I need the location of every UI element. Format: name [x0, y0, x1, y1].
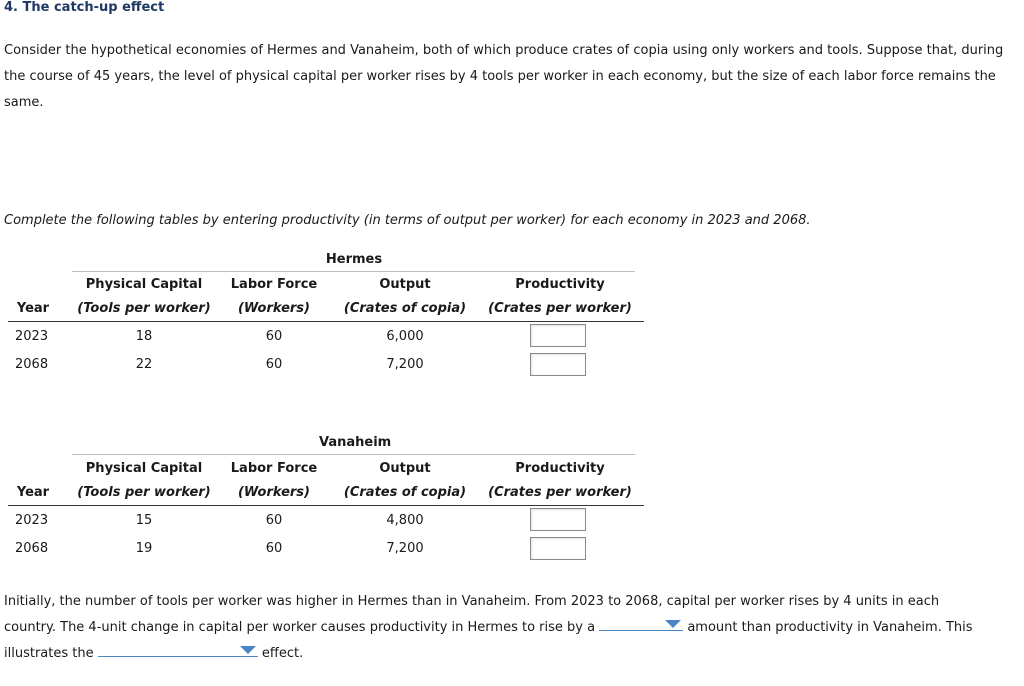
amount-dropdown-field[interactable] — [599, 616, 683, 631]
conclusion-text: country. The 4-unit change in capital per worker causes productivity in Hermes to rise by a — [4, 620, 596, 635]
row-capital: 19 — [135, 541, 153, 556]
col-sub-productivity: (Crates per worker) — [488, 485, 632, 500]
col-header-year: Year — [16, 301, 50, 316]
row-year: 2023 — [15, 329, 49, 344]
col-header-capital: Physical Capital — [85, 277, 203, 292]
row-labor: 60 — [265, 357, 283, 372]
question-title: 4. The catch-up effect — [4, 0, 165, 15]
col-header-productivity: Productivity — [515, 277, 605, 292]
table-caption: Vanaheim — [319, 435, 392, 450]
col-sub-output: (Crates of copia) — [343, 301, 467, 316]
col-header-labor: Labor Force — [230, 461, 318, 476]
hermes-2068-productivity-input[interactable] — [530, 353, 586, 376]
col-header-output: Output — [379, 461, 431, 476]
col-header-output: Output — [379, 277, 431, 292]
row-capital: 15 — [135, 513, 153, 528]
dropdown-arrow-icon[interactable] — [240, 646, 256, 654]
row-output: 7,200 — [386, 357, 424, 372]
row-labor: 60 — [265, 513, 283, 528]
effect-dropdown[interactable] — [98, 641, 258, 667]
instructions: Complete the following tables by entering productivity (in terms of output per worker) for each economy in 2023 and 2068. — [4, 213, 811, 228]
amount-dropdown[interactable] — [599, 615, 683, 641]
col-sub-productivity: (Crates per worker) — [488, 301, 632, 316]
col-sub-capital: (Tools per worker) — [77, 301, 211, 316]
vanaheim-table — [4, 433, 644, 563]
col-header-productivity: Productivity — [515, 461, 605, 476]
conclusion-text: effect. — [261, 646, 304, 661]
hermes-table — [4, 250, 644, 380]
row-labor: 60 — [265, 329, 283, 344]
col-sub-output: (Crates of copia) — [343, 485, 467, 500]
conclusion-line-3 — [4, 641, 1020, 667]
intro-paragraph: Consider the hypothetical economies of Hermes and Vanaheim, both of which produce crates of copia using only workers and tools. Suppose that, during the course of 45 years, the level of physical capital per worker rises by 4 tools per worker in each economy, but the size of each labor force remains the same. — [4, 43, 1004, 110]
col-sub-capital: (Tools per worker) — [77, 485, 211, 500]
dropdown-arrow-icon[interactable] — [665, 620, 681, 628]
conclusion-line-1: Initially, the number of tools per worker was higher in Hermes than in Vanaheim. From 2023 to 2068, capital per worker rises by 4 units in each — [4, 594, 940, 609]
row-capital: 22 — [135, 357, 153, 372]
conclusion-paragraph — [4, 589, 1020, 667]
row-output: 4,800 — [386, 513, 424, 528]
col-sub-labor: (Workers) — [237, 301, 310, 316]
conclusion-text: amount than productivity in Vanaheim. This — [687, 620, 973, 635]
row-output: 6,000 — [386, 329, 424, 344]
effect-dropdown-field[interactable] — [98, 642, 258, 657]
row-year: 2023 — [15, 513, 49, 528]
row-output: 7,200 — [386, 541, 424, 556]
vanaheim-2023-productivity-input[interactable] — [530, 508, 586, 531]
conclusion-line-2 — [4, 615, 1020, 641]
row-capital: 18 — [135, 329, 153, 344]
vanaheim-2068-productivity-input[interactable] — [530, 537, 586, 560]
col-header-capital: Physical Capital — [85, 461, 203, 476]
col-header-year: Year — [16, 485, 50, 500]
col-sub-labor: (Workers) — [237, 485, 310, 500]
hermes-2023-productivity-input[interactable] — [530, 324, 586, 347]
row-labor: 60 — [265, 541, 283, 556]
col-header-labor: Labor Force — [230, 277, 318, 292]
row-year: 2068 — [15, 541, 49, 556]
table-caption: Hermes — [325, 252, 383, 267]
conclusion-text: illustrates the — [4, 646, 94, 661]
row-year: 2068 — [15, 357, 49, 372]
